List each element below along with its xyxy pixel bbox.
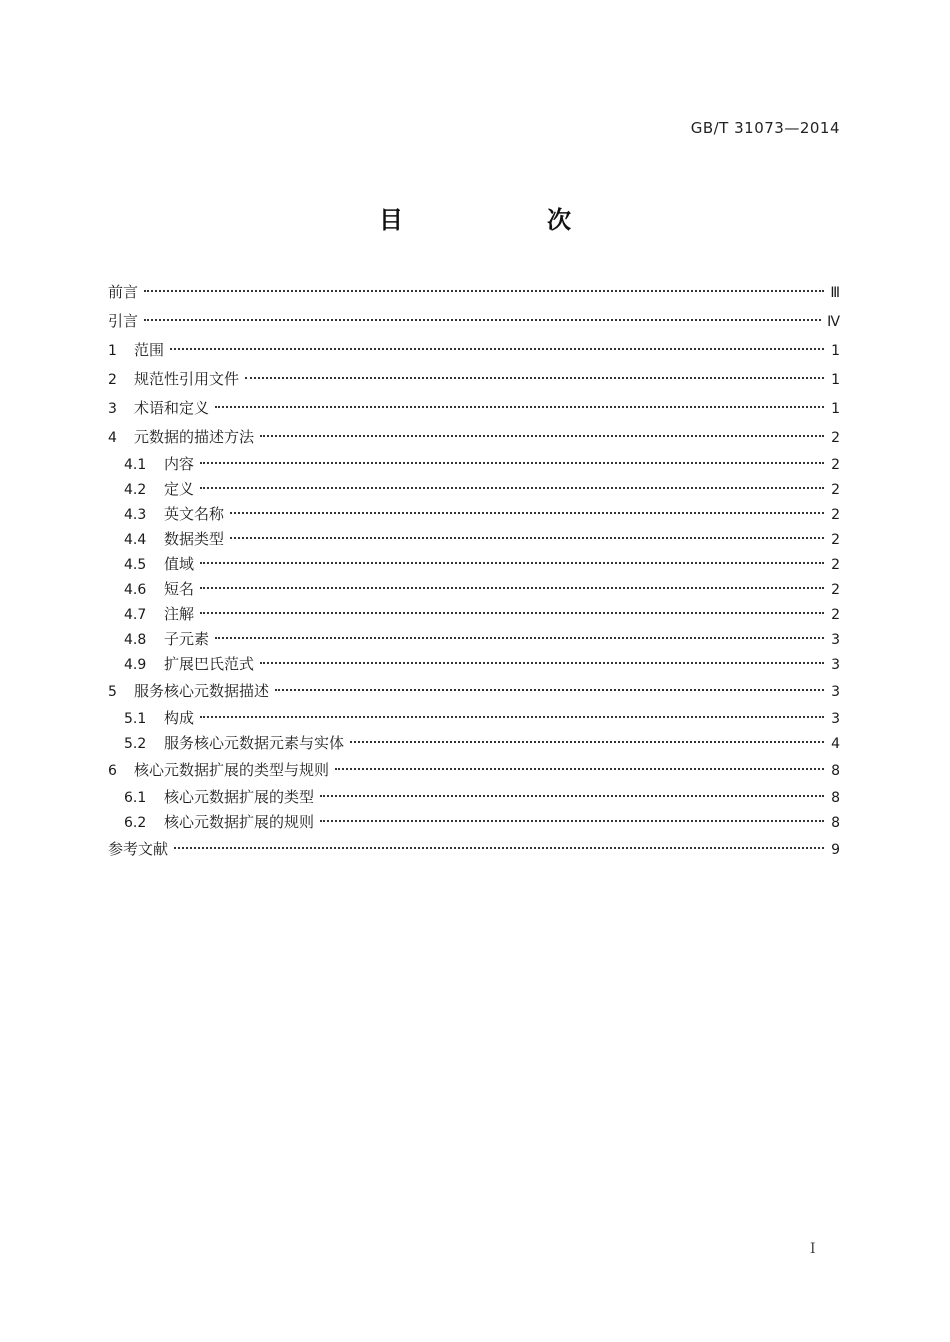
toc-entry[interactable]	[108, 452, 840, 477]
toc-leader-dots	[200, 562, 824, 564]
toc-entry[interactable]	[108, 365, 840, 394]
toc-entry-page: 1	[831, 343, 840, 359]
toc-entry-number: 3	[108, 401, 117, 417]
toc-entry-page: 2	[831, 532, 840, 548]
toc-entry-label: 内容	[164, 455, 195, 473]
toc-entry[interactable]	[108, 394, 840, 423]
toc-entry-number: 2	[108, 372, 117, 388]
toc-entry-label: 英文名称	[164, 505, 225, 523]
toc-entry-label: 核心元数据扩展的规则	[164, 813, 315, 831]
toc-entry-page: 2	[831, 482, 840, 498]
toc-leader-dots	[215, 637, 824, 639]
toc-leader-dots	[170, 348, 824, 350]
toc-entry-page: 8	[831, 790, 840, 806]
toc-entry[interactable]	[108, 627, 840, 652]
standard-code: GB/T 31073—2014	[690, 119, 840, 137]
toc-entry-page: 9	[831, 842, 840, 858]
toc-entry-number: 4.6	[124, 582, 147, 598]
toc-entry-page: Ⅲ	[830, 285, 840, 301]
toc-entry[interactable]	[108, 810, 840, 835]
toc-entry-number: 4.2	[124, 482, 147, 498]
toc-entry-page: 1	[831, 401, 840, 417]
toc-entry-label: 元数据的描述方法	[134, 428, 255, 446]
toc-entry-page: 2	[831, 507, 840, 523]
toc-leader-dots	[260, 435, 824, 437]
toc-entry-page: 2	[831, 457, 840, 473]
toc-entry-label: 构成	[164, 709, 195, 727]
toc-entry-label: 规范性引用文件	[134, 370, 240, 388]
toc-entry-number: 5.1	[124, 711, 147, 727]
toc-entry-label: 服务核心元数据描述	[134, 682, 270, 700]
toc-entry-label: 数据类型	[164, 530, 225, 548]
toc-entry-page: 2	[831, 557, 840, 573]
toc-entry-label: 参考文献	[108, 840, 169, 858]
toc-entry-number: 4.9	[124, 657, 147, 673]
toc-entry-page: 2	[831, 607, 840, 623]
toc-entry[interactable]	[108, 577, 840, 602]
toc-leader-dots	[260, 662, 824, 664]
toc-entry-label: 核心元数据扩展的类型	[164, 788, 315, 806]
toc-entry[interactable]	[108, 477, 840, 502]
toc-entry-label: 核心元数据扩展的类型与规则	[134, 761, 330, 779]
toc-entry-page: 3	[831, 711, 840, 727]
toc-entry[interactable]	[108, 706, 840, 731]
toc-entry-page: 4	[831, 736, 840, 752]
toc-entry-page: 3	[831, 632, 840, 648]
page-title: 目 次	[379, 206, 631, 234]
toc-entry-label: 服务核心元数据元素与实体	[164, 734, 345, 752]
toc-leader-dots	[230, 512, 824, 514]
toc-leader-dots	[144, 319, 821, 321]
toc-entry[interactable]	[108, 423, 840, 452]
toc-entry-page: 8	[831, 763, 840, 779]
toc-entry-number: 4.3	[124, 507, 147, 523]
page-number: Ⅰ	[810, 1241, 816, 1257]
toc-entry-page: 2	[831, 430, 840, 446]
toc-entry-page: 2	[831, 582, 840, 598]
toc-entry[interactable]	[108, 785, 840, 810]
toc-entry-number: 4.1	[124, 457, 147, 473]
toc-entry-number: 6	[108, 763, 117, 779]
toc-leader-dots	[144, 290, 824, 292]
toc-entry-label: 注解	[164, 605, 195, 623]
toc-entry-number: 4.7	[124, 607, 147, 623]
toc-entry-number: 5.2	[124, 736, 147, 752]
toc-entry-number: 4	[108, 430, 117, 446]
toc-leader-dots	[335, 768, 824, 770]
toc-entry-page: 3	[831, 684, 840, 700]
toc-entry-label: 引言	[108, 312, 139, 330]
toc-entry-number: 5	[108, 684, 117, 700]
toc-entry-page: 1	[831, 372, 840, 388]
toc-entry-number: 6.2	[124, 815, 147, 831]
toc-entry[interactable]	[108, 731, 840, 756]
toc-entry-label: 值域	[164, 555, 195, 573]
toc-entry[interactable]	[108, 278, 840, 307]
toc-entry-label: 短名	[164, 580, 195, 598]
toc-entry[interactable]	[108, 652, 840, 677]
toc-entry[interactable]	[108, 756, 840, 785]
toc-leader-dots	[320, 820, 824, 822]
toc-entry[interactable]	[108, 602, 840, 627]
toc-leader-dots	[350, 741, 824, 743]
table-of-contents	[108, 278, 840, 864]
toc-entry-number: 1	[108, 343, 117, 359]
toc-entry[interactable]	[108, 552, 840, 577]
toc-leader-dots	[200, 462, 824, 464]
toc-entry[interactable]	[108, 307, 840, 336]
toc-entry-label: 扩展巴氏范式	[164, 655, 255, 673]
toc-entry[interactable]	[108, 336, 840, 365]
toc-leader-dots	[275, 689, 824, 691]
toc-entry-page: 8	[831, 815, 840, 831]
toc-entry[interactable]	[108, 527, 840, 552]
toc-entry-number: 6.1	[124, 790, 147, 806]
toc-entry-number: 4.4	[124, 532, 147, 548]
toc-entry[interactable]	[108, 677, 840, 706]
toc-leader-dots	[245, 377, 824, 379]
toc-leader-dots	[200, 587, 824, 589]
toc-entry-number: 4.8	[124, 632, 147, 648]
toc-entry-label: 范围	[134, 341, 165, 359]
toc-entry-page: 3	[831, 657, 840, 673]
toc-entry-label: 前言	[108, 283, 139, 301]
toc-entry-label: 术语和定义	[134, 399, 210, 417]
toc-entry[interactable]	[108, 502, 840, 527]
toc-entry-label: 子元素	[164, 630, 210, 648]
toc-entry[interactable]	[108, 835, 840, 864]
toc-leader-dots	[215, 406, 824, 408]
toc-leader-dots	[174, 847, 824, 849]
toc-entry-number: 4.5	[124, 557, 147, 573]
toc-leader-dots	[200, 716, 824, 718]
toc-leader-dots	[200, 487, 824, 489]
toc-leader-dots	[320, 795, 824, 797]
toc-leader-dots	[230, 537, 824, 539]
toc-entry-page: Ⅳ	[827, 314, 840, 330]
toc-leader-dots	[200, 612, 824, 614]
toc-entry-label: 定义	[164, 480, 195, 498]
